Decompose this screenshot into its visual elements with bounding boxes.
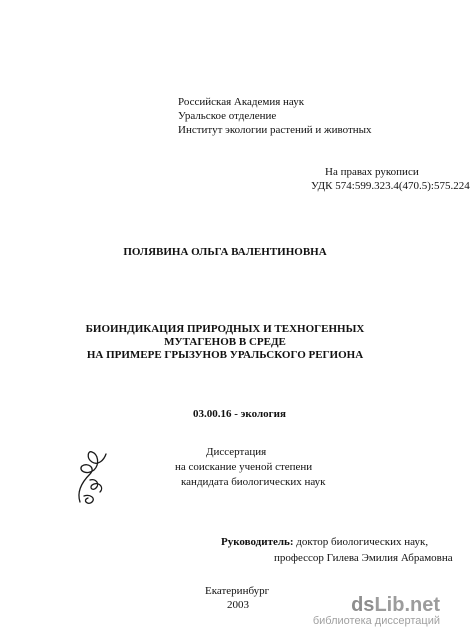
handwritten-signature bbox=[70, 440, 116, 510]
org-line-institute: Институт экологии растений и животных bbox=[178, 124, 372, 136]
org-line-branch: Уральское отделение bbox=[178, 110, 277, 122]
dslib-subtitle: библиотека диссертаций bbox=[312, 615, 440, 627]
title-line-3: НА ПРИМЕРЕ ГРЫЗУНОВ УРАЛЬСКОГО РЕГИОНА bbox=[86, 349, 364, 361]
dslib-logo: dsLib.net bbox=[351, 594, 440, 616]
supervisor-name: профессор Гилева Эмилия Абрамовна bbox=[274, 552, 453, 564]
dissertation-label: Диссертация bbox=[206, 446, 267, 458]
degree-field: кандидата биологических наук bbox=[181, 476, 326, 488]
rights-note: На правах рукописи bbox=[325, 166, 419, 178]
supervisor-line-1 bbox=[221, 536, 428, 549]
dslib-watermark[interactable] bbox=[313, 595, 440, 628]
city: Екатеринбург bbox=[205, 585, 270, 597]
title-line-2: МУТАГЕНОВ В СРЕДЕ bbox=[164, 336, 286, 348]
supervisor-label: Руководитель: bbox=[221, 536, 294, 548]
author-name: ПОЛЯВИНА ОЛЬГА ВАЛЕНТИНОВНА bbox=[123, 246, 327, 258]
udc-code: УДК 574:599.323.4(470.5):575.224 bbox=[311, 180, 470, 192]
year: 2003 bbox=[227, 599, 249, 611]
degree-line: на соискание ученой степени bbox=[175, 461, 313, 473]
org-line-academy: Российская Академия наук bbox=[178, 96, 305, 108]
specialty-code: 03.00.16 - экология bbox=[193, 408, 286, 420]
title-line-1: БИОИНДИКАЦИЯ ПРИРОДНЫХ И ТЕХНОГЕННЫХ bbox=[85, 323, 365, 335]
supervisor-degree: доктор биологических наук, bbox=[293, 536, 429, 548]
